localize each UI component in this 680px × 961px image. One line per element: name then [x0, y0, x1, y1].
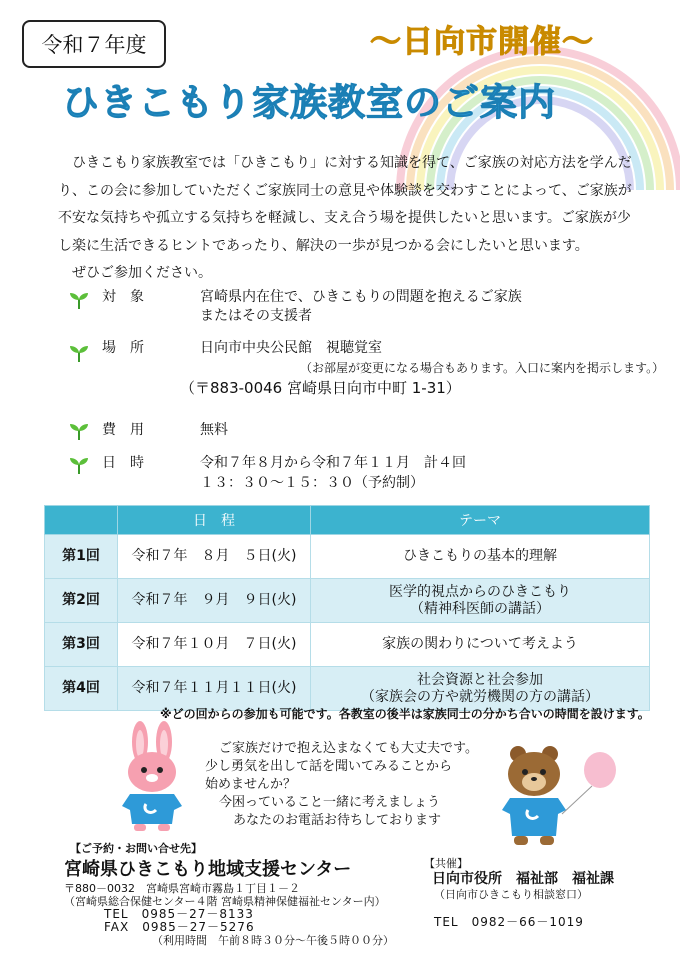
target-line1: 宮崎県内在住で、ひきこもりの問題を抱えるご家族 — [200, 289, 522, 305]
place-label: 場所 — [102, 340, 158, 356]
date-label: 日時 — [102, 455, 158, 471]
contact-hours: （利用時間 午前８時３０分～午後５時００分） — [152, 934, 394, 947]
session-theme: 家族の関わりについて考えよう — [311, 623, 650, 667]
session-theme: 医学的視点からのひきこもり （精神科医師の講話） — [311, 579, 650, 623]
page-title: ひきこもり家族教室のご案内 — [62, 81, 556, 124]
bear-mascot-icon — [492, 744, 622, 848]
session-theme: 社会資源と社会参加 （家族会の方や就労機関の方の講話） — [311, 667, 650, 711]
contact-postal: 〒880－0032 宮崎県宮崎市霧島１丁目１－２ — [64, 882, 300, 895]
session-number: 第4回 — [45, 667, 118, 711]
header-theme: テーマ — [311, 506, 650, 535]
schedule-table — [44, 505, 650, 711]
intro-paragraph: ひきこもり家族教室では「ひきこもり」に対する知識を得て、ご家族の対応方法を学んだり、この会に参加していただくご家族同士の意見や体験談を交わすことによって、ご家族が不安な気持ちや孤立する気持ちを軽減し、支え合う場を提供したいと思います。ご家族が少し楽に生活できるヒントであったり、解決の一歩が見つかる会にしたいと思います。 — [58, 155, 632, 254]
session-date: 令和７年１１月１１日(火) — [118, 667, 311, 711]
place-line1: 日向市中央公民館 視聴覚室 — [200, 340, 382, 356]
table-row — [45, 579, 650, 623]
cohost-name: 日向市役所 福祉部 福祉課 — [432, 871, 614, 887]
sprout-icon — [68, 343, 90, 363]
session-date: 令和７年１０月 ７日(火) — [118, 623, 311, 667]
fiscal-year-badge: 令和７年度 — [22, 20, 166, 68]
session-number: 第1回 — [45, 535, 118, 579]
sprout-icon — [68, 421, 90, 441]
intro-text — [58, 150, 638, 288]
cohost-label: 【共催】 — [424, 857, 468, 870]
intro-invite: ぜひご参加ください。 — [72, 265, 212, 281]
session-number: 第3回 — [45, 623, 118, 667]
fee-label: 費用 — [102, 422, 158, 438]
schedule-header-row — [45, 506, 650, 535]
contact-fax: FAX 0985－27－5276 — [104, 920, 255, 934]
contact-label: 【ご予約・お問い合せ先】 — [70, 842, 202, 855]
header-date: 日 程 — [118, 506, 311, 535]
table-row — [45, 667, 650, 711]
session-date: 令和７年 ９月 ９日(火) — [118, 579, 311, 623]
date-line2: １３：３０～１５：３０（予約制） — [200, 475, 424, 491]
participation-note: ※どの回からの参加も可能です。各教室の後半は家族同士の分かち合いの時間を設けます。 — [160, 707, 650, 721]
cohost-tel: TEL 0982－66－1019 — [434, 915, 584, 929]
place-address: （〒883-0046 宮崎県日向市中町 1-31） — [180, 379, 461, 397]
target-label: 対象 — [102, 289, 158, 305]
event-location-subtitle: ～日向市開催～ — [370, 24, 594, 60]
session-number: 第2回 — [45, 579, 118, 623]
support-center-name: 宮崎県ひきこもり地域支援センター — [64, 859, 352, 880]
table-row — [45, 535, 650, 579]
session-date: 令和７年 ８月 ５日(火) — [118, 535, 311, 579]
table-row — [45, 623, 650, 667]
cohost-sub: （日向市ひきこもり相談窓口） — [434, 888, 588, 901]
header-num — [45, 506, 118, 535]
contact-tel: TEL 0985－27－8133 — [104, 907, 254, 921]
session-theme: ひきこもりの基本的理解 — [311, 535, 650, 579]
sprout-icon — [68, 290, 90, 310]
target-line2: またはその支援者 — [200, 308, 312, 324]
contact-building: （宮崎県総合保健センター４階 宮崎県精神保健福祉センター内） — [64, 895, 386, 908]
place-note: （お部屋が変更になる場合もあります。入口に案内を掲示します。） — [300, 361, 665, 375]
contact-details — [64, 882, 394, 947]
rabbit-mascot-icon — [112, 720, 192, 832]
sprout-icon — [68, 455, 90, 475]
message-text: ご家族だけで抱え込まなくても大丈夫です。 少し勇気を出して話を聞いてみることから 始めませんか？ 今困っていること一緒に考えましょう あなたのお電話お待ちしております — [205, 741, 478, 828]
date-line1: 令和７年８月から令和７年１１月 計４回 — [200, 455, 466, 471]
fee-value: 無料 — [200, 422, 228, 438]
